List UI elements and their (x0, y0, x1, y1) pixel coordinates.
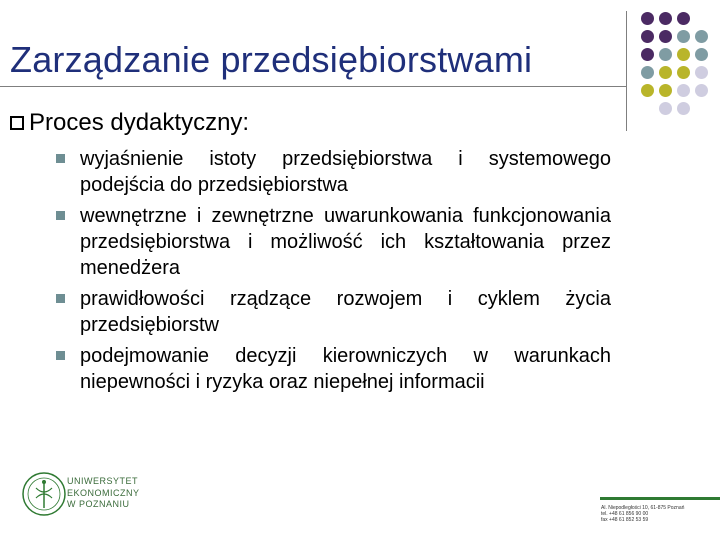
decorative-dot (677, 66, 690, 79)
decorative-dot (695, 84, 708, 97)
square-bullet-icon (56, 351, 65, 360)
decorative-dot (695, 30, 708, 43)
decorative-dot (641, 66, 654, 79)
list-item-text: prawidłowości rządzące rozwojem i cyklem życia przedsiębiorstw (80, 288, 611, 336)
section-heading (10, 107, 249, 139)
decorative-dot (659, 30, 672, 43)
section-heading-text: Proces dydaktyczny: (29, 109, 250, 136)
decorative-dot (641, 12, 654, 25)
decorative-dot (677, 102, 690, 115)
hollow-square-bullet-icon (10, 116, 24, 130)
decorative-dot (677, 48, 690, 61)
vertical-divider (626, 11, 627, 131)
list-item (56, 286, 611, 338)
footer-contact (601, 505, 711, 523)
decorative-dot (641, 30, 654, 43)
decorative-dot (659, 66, 672, 79)
logo-caption (67, 476, 140, 511)
logo-caption-line: UNIWERSYTET (67, 476, 139, 486)
slide-title: Zarządzanie przedsiębiorstwami (10, 39, 533, 80)
list-item (56, 203, 611, 281)
decorative-dot (659, 102, 672, 115)
decorative-dot (677, 12, 690, 25)
bullet-list (56, 146, 611, 400)
decorative-dot (659, 48, 672, 61)
logo-caption-line: EKONOMICZNY (67, 487, 140, 498)
list-item-text: wewnętrzne i zewnętrzne uwarunkowania funkcjonowania przedsiębiorstwa i możliwość ich kształtowania przez menedżera (80, 205, 611, 279)
decorative-dot (677, 30, 690, 43)
square-bullet-icon (56, 211, 65, 220)
square-bullet-icon (56, 294, 65, 303)
footer-line: Al. Niepodległości 10, 61-875 Poznań (601, 505, 685, 511)
list-item (56, 343, 611, 395)
decorative-dot (641, 84, 654, 97)
decorative-dot (641, 48, 654, 61)
list-item-text: wyjaśnienie istoty przedsiębiorstwa i systemowego podejścia do przedsiębiorstwa (80, 148, 611, 196)
footer-divider (600, 497, 720, 500)
decorative-dot (659, 84, 672, 97)
decorative-dot (695, 66, 708, 79)
decorative-dot (695, 48, 708, 61)
list-item (56, 146, 611, 198)
square-bullet-icon (56, 154, 65, 163)
logo-caption-line: W POZNANIU (67, 499, 130, 509)
footer-line: tel. +48 61 856 90 00 (601, 511, 649, 517)
decorative-dot (659, 12, 672, 25)
list-item-text: podejmowanie decyzji kierowniczych w warunkach niepewności i ryzyka oraz niepełnej informacii (80, 345, 611, 393)
title-underline (0, 86, 627, 87)
decorative-dot (677, 84, 690, 97)
footer-line: fax +48 61 852 53 59 (601, 517, 649, 523)
